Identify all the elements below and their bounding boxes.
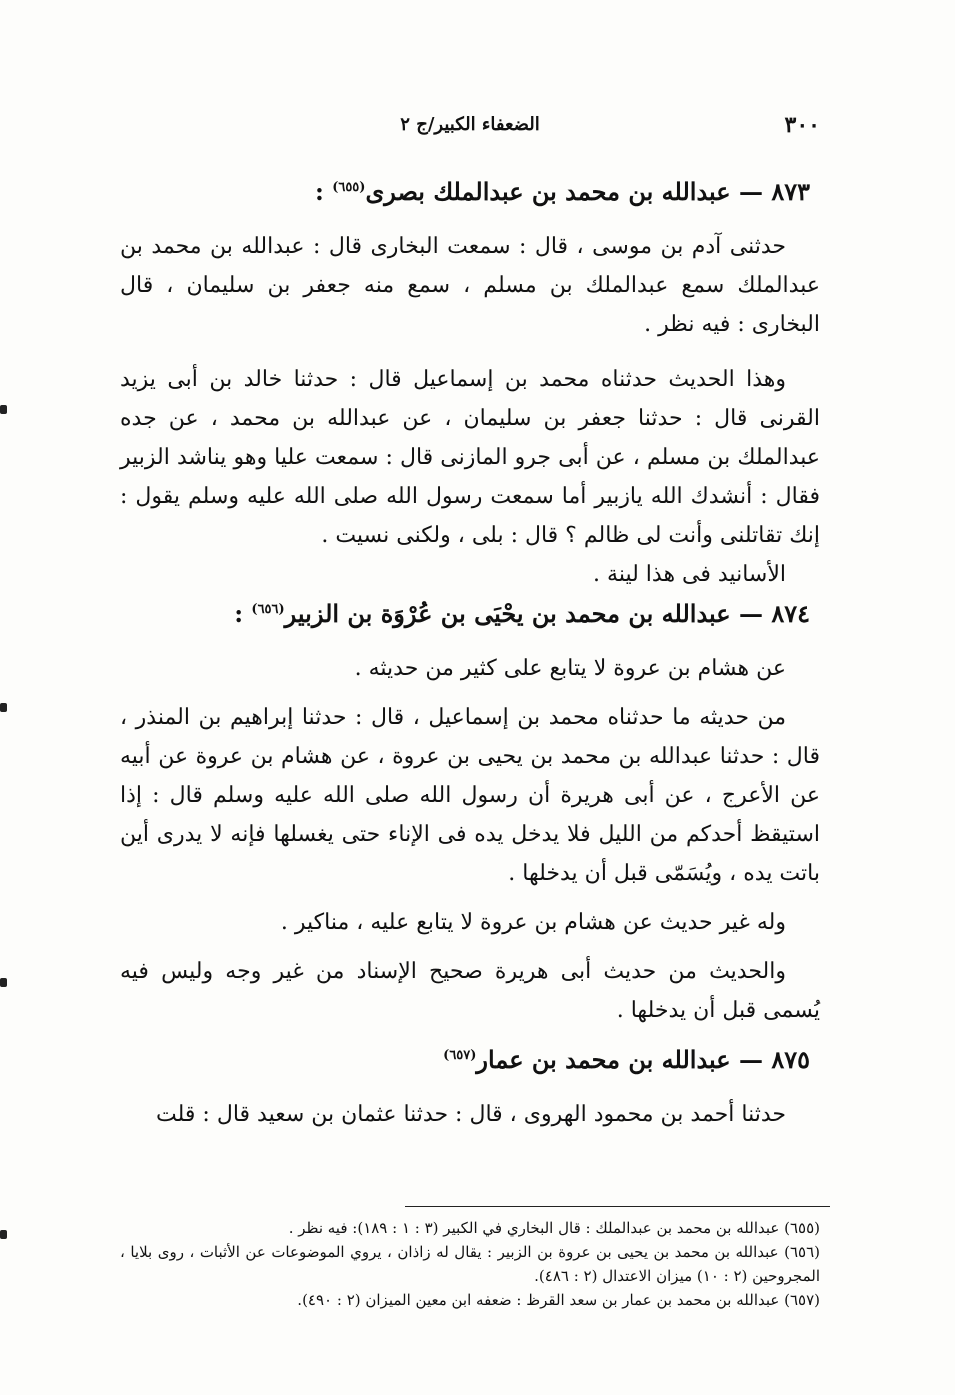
footnote-655: (٦٥٥) عبدالله بن محمد بن عبدالملك : قال البخاري في الكبير (٣ : ١ : ١٨٩): فيه نظر . xyxy=(288,1219,820,1237)
paragraph: وله غير حديث عن هشام بن عروة لا يتابع عليه ، مناكير . xyxy=(280,910,786,935)
scan-edge-mark xyxy=(0,978,7,987)
page-body xyxy=(120,172,820,1134)
page-number: ٣٠٠ xyxy=(784,112,820,138)
footnote-656: (٦٥٦) عبدالله بن محمد بن يحيى بن عروة بن الزبير : يقال له زاذان ، يروي الموضوعات عن الأثبات ، روى بلايا ، المجروحين (٢ : ١٠) ميزان الاعتدال (٢ : ٤٨٦). xyxy=(120,1243,820,1285)
paragraph: عن هشام بن عروة لا يتابع على كثير من حديثه . xyxy=(354,656,786,681)
paragraph: وهذا الحديث حدثناه محمد بن إسماعيل قال : حدثنا خالد بن أبى يزيد القرنى قال : حدثنا جعفر بن سليمان ، عن عبدالله بن محمد ، عن جده عبدالملك بن مسلم ، عن أبى جرو المازنى قال : سمعت عليا وهو يناشد الزبير فقال : أنشدك الله يازبير أما سمعت رسول الله صلى الله عليه وسلم يقول : إنك تقاتلنى وأنت لى ظالم ؟ قال : بلى ، ولكنى نسيت . xyxy=(120,367,820,548)
page-header xyxy=(120,112,820,146)
scan-edge-mark xyxy=(0,703,7,712)
footnote-ref-657: (٦٥٧) xyxy=(443,1048,477,1063)
footnote-ref-655: (٦٥٥) xyxy=(332,180,366,195)
footnote-divider xyxy=(405,1206,830,1207)
scan-edge-mark xyxy=(0,405,7,414)
paragraph-closing: الأسانيد فى هذا لينة . xyxy=(593,562,786,587)
paragraph: من حديثه ما حدثناه محمد بن إسماعيل ، قال : حدثنا إبراهيم بن المنذر ، قال : حدثنا عبدالله بن محمد بن يحيى بن عروة ، عن هشام بن عروة عن أبيه عن الأعرج ، عن أبى هريرة أن رسول الله صلى الله عليه وسلم قال : إذا استيقظ أحدكم من الليل فلا يدخل يده فى الإناء حتى يغسلها فإنه لا يدرى أين باتت يده ، ويُسَمّى قبل أن يدخلها . xyxy=(120,705,820,886)
entry-heading-875: ٨٧٥ — عبدالله بن محمد بن عمار$^{(٦٥٧)}$ xyxy=(443,1045,810,1074)
paragraph: والحديث من حديث أبى هريرة صحيح الإسناد من غير وجه وليس فيه يُسمى قبل أن يدخلها . xyxy=(120,959,820,1023)
footnotes xyxy=(120,1216,820,1312)
footnote-657: (٦٥٧) عبدالله بن محمد بن عمار بن سعد القرظ : ضعفه ابن معين الميزان (٢ : ٤٩٠). xyxy=(297,1291,820,1309)
entry-heading-874: ٨٧٤ — عبدالله بن محمد بن يحْيَى بن عُرْوَة بن الزبير$^{(٦٥٦)}$ : xyxy=(234,599,810,628)
running-title: الضعفاء الكبير/ج ٢ xyxy=(400,114,540,135)
scan-edge-mark xyxy=(0,1230,7,1239)
entry-heading-873: ٨٧٣ — عبدالله بن محمد بن عبدالملك بصرى$^{(٦٥٥)}$ : xyxy=(314,177,810,206)
paragraph: حدثنا أحمد بن محمود الهروى ، قال : حدثنا عثمان بن سعيد قال : قلت xyxy=(156,1102,786,1127)
footnote-ref-656: (٦٥٦) xyxy=(251,602,285,617)
paragraph: حدثنى آدم بن موسى ، قال : سمعت البخارى قال : عبدالله بن محمد بن عبدالملك سمع عبدالملك بن مسلم ، سمع منه جعفر بن سليمان ، قال البخارى : فيه نظر . xyxy=(120,234,820,337)
